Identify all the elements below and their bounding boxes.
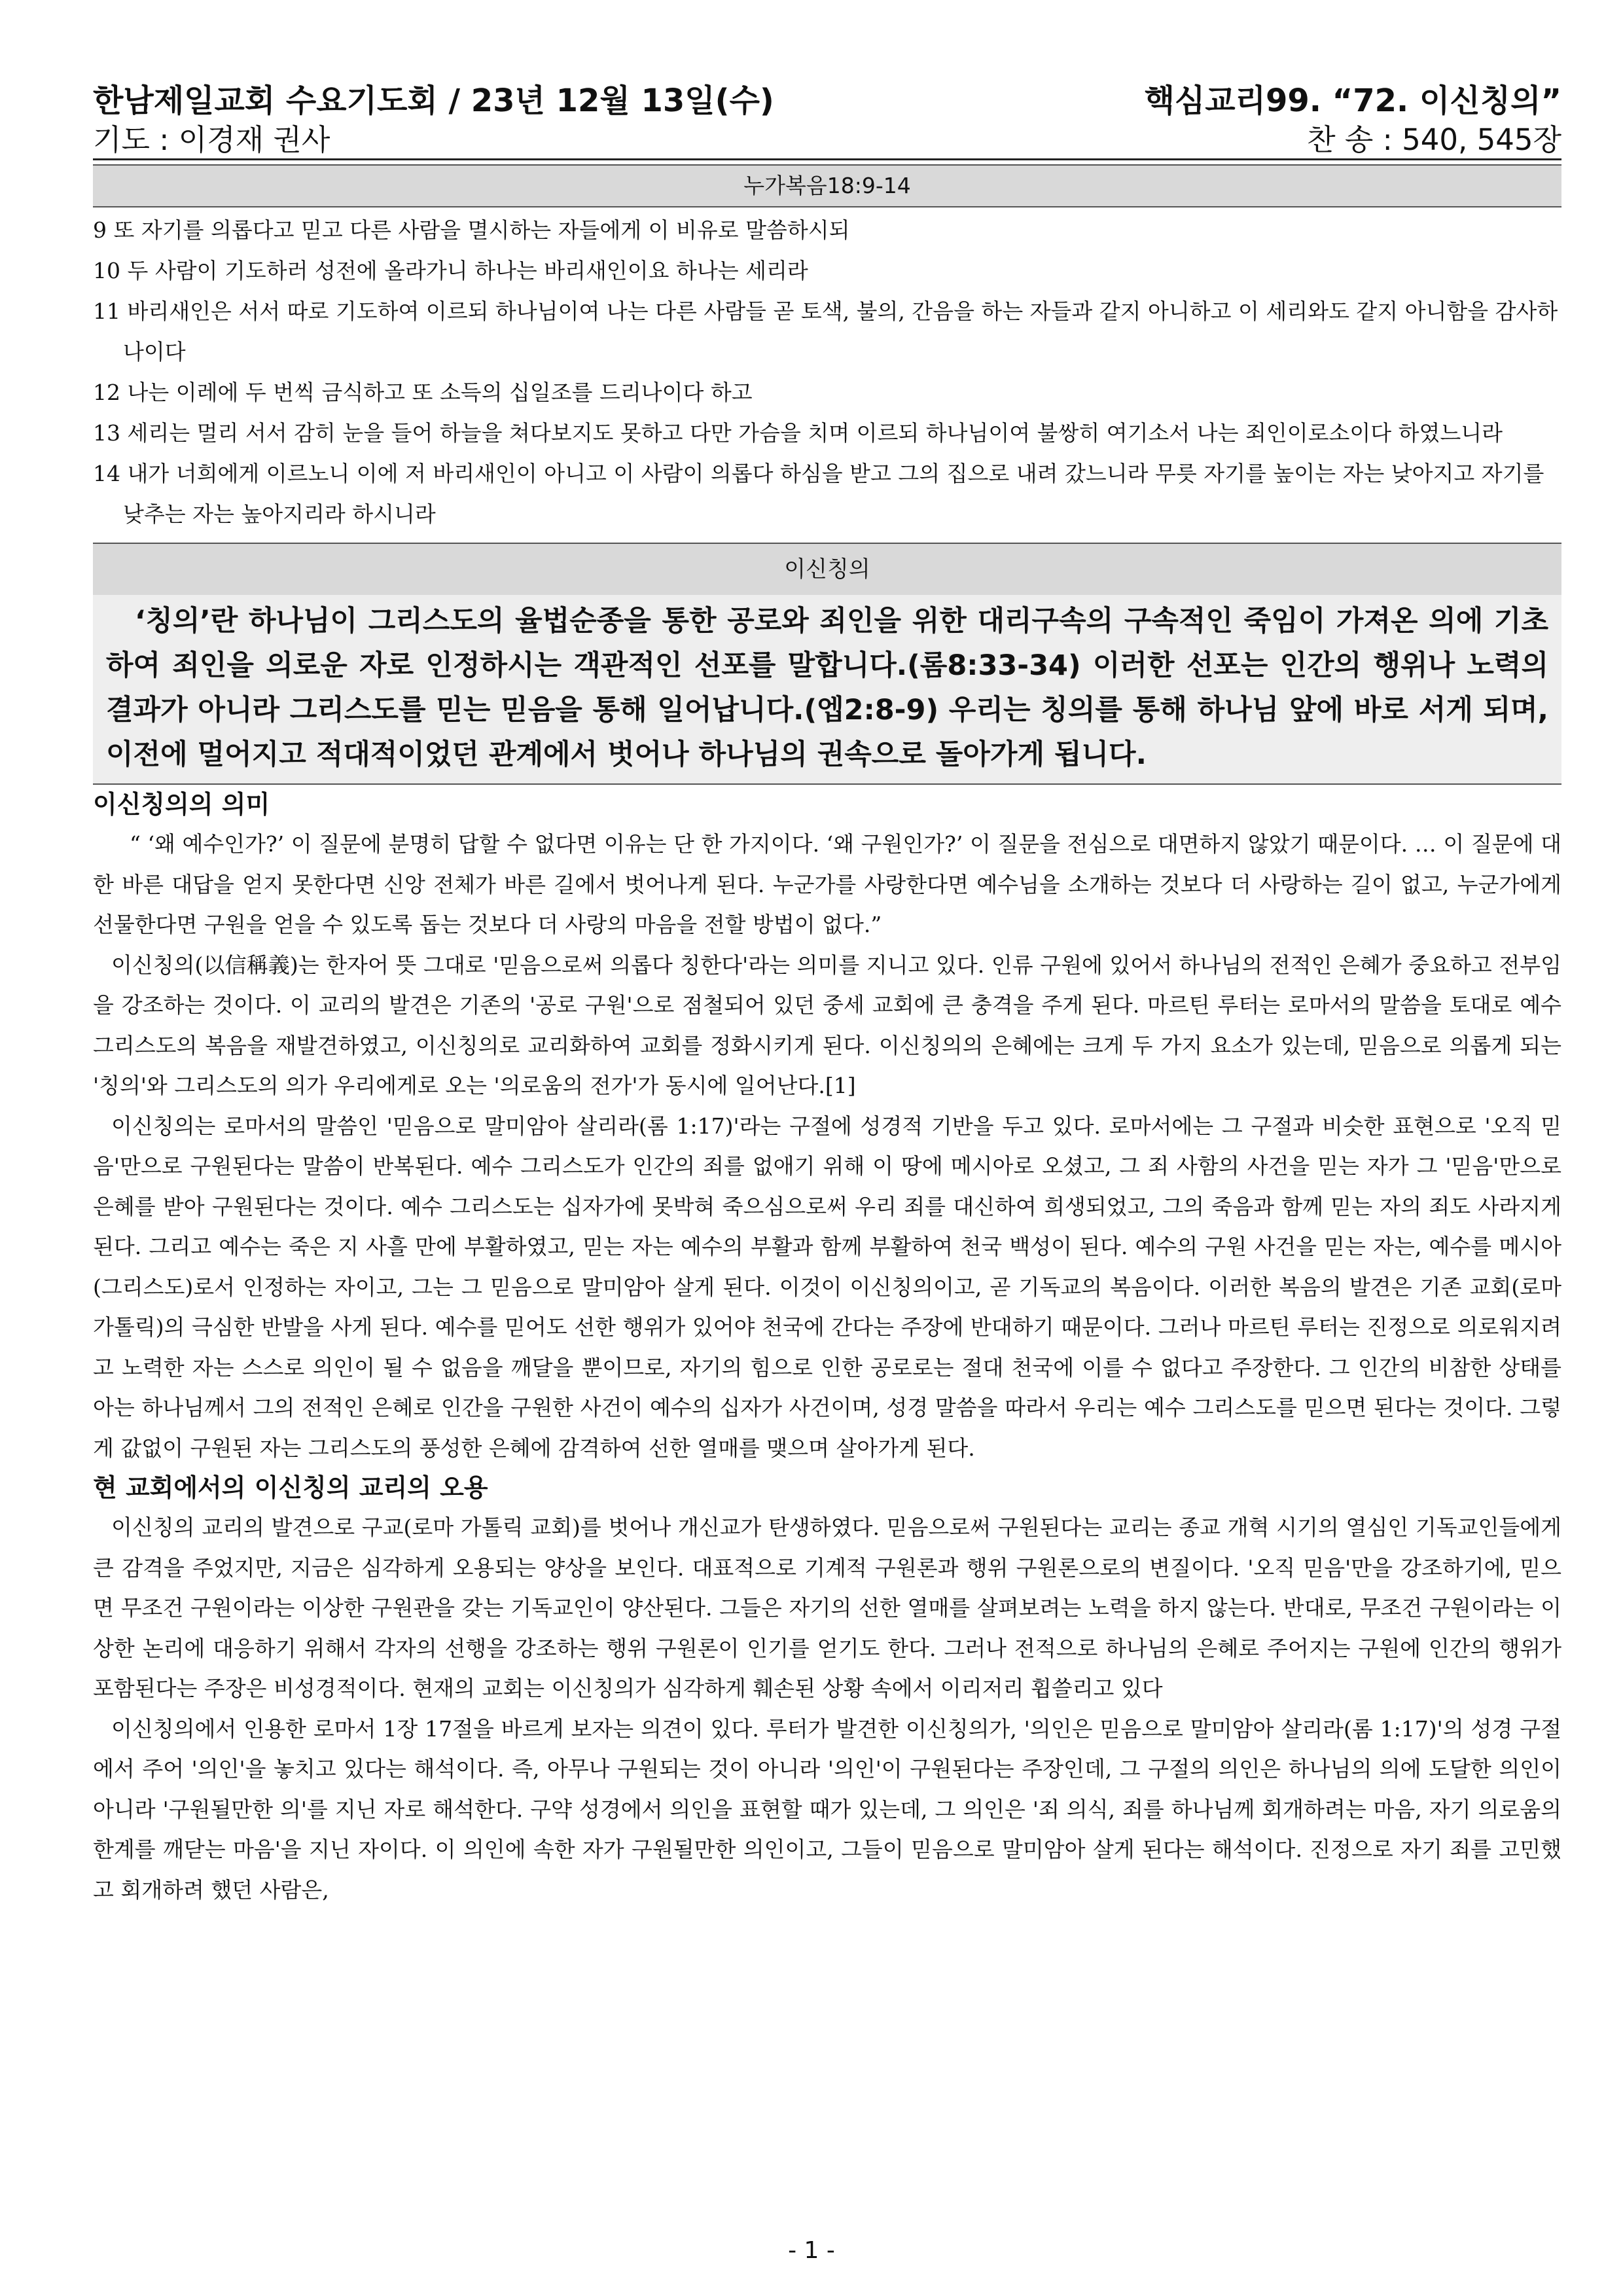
document-page — [93, 79, 1561, 1910]
scripture-verses — [93, 210, 1561, 543]
verse-11: 11 바리새인은 서서 따로 기도하여 이르되 하나님이여 나는 다른 사람들 곧 토색, 불의, 간음을 하는 자들과 같지 아니하고 이 세리와도 같지 아니함을 감사하나이다 — [93, 298, 1558, 365]
body-paragraph: 이신칭의 교리의 발견으로 구교(로마 가톨릭 교회)를 벗어나 개신교가 탄생하였다. 믿음으로써 구원된다는 교리는 종교 개혁 시기의 열심인 기독교인들에게 큰 감격을 주었지만, 지금은 심각하게 오용되는 양상을 보인다. 대표적으로 기계적 구원론과 행위 구원론으로의 변질이다. '오직 믿음'만을 강조하기에, 믿으면 무조건 구원이라는 이상한 구원관을 갖는 기독교인이 양산된다. 그들은 자기의 선한 열매를 살펴보려는 노력을 하지 않는다. 반대로, 무조건 구원이라는 이상한 논리에 대응하기 위해서 각자의 선행을 강조하는 행위 구원론이 인기를 얻기도 한다. 그러나 전적으로 하나님의 은혜로 주어지는 구원에 인간의 행위가 포함된다는 주장은 비성경적이다. 현재의 교회는 이신칭의가 심각하게 훼손된 상황 속에서 이리저리 휩쓸리고 있다 — [93, 1515, 1561, 1701]
header-row-1 — [93, 79, 1561, 120]
body-paragraph: 이신칭의에서 인용한 로마서 1장 17절을 바르게 보자는 의견이 있다. 루터가 발견한 이신칭의가, '의인은 믿음으로 말미암아 살리라(롬 1:17)'의 성경 구절에서 주어 '의인'을 놓치고 있다는 해석이다. 즉, 아무나 구원되는 것이 아니라 '의인'이 구원된다는 주장인데, 그 구절의 의인은 하나님의 의에 도달한 의인이 아니라 '구원될만한 의'를 지닌 자로 해석한다. 구약 성경에서 의인을 표현할 때가 있는데, 그 의인은 '죄 의식, 죄를 하나님께 회개하려는 마음, 자기 의로움의 한계를 깨닫는 마음'을 지닌 자이다. 이 의인에 속한 자가 구원될만한 의인이고, 그들이 믿음으로 말미암아 살게 된다는 해석이다. 진정으로 자기 죄를 고민했고 회개하려 했던 사람은, — [93, 1715, 1561, 1903]
verse-14: 14 내가 너희에게 이르노니 이에 저 바리새인이 아니고 이 사람이 의롭다 하심을 받고 그의 집으로 내려 갔느니라 무릇 자기를 높이는 자는 낮아지고 자기를 낮추는 자는 높아지리라 하시니라 — [93, 461, 1544, 527]
bulletin-title: 한남제일교회 수요기도회 / 23년 12월 13일(수) — [93, 82, 774, 119]
hymn-numbers: 찬 송 : 540, 545장 — [1307, 122, 1561, 157]
series-title: 핵심교리99. “72. 이신칭의” — [1144, 82, 1561, 119]
verse-12: 12 나는 이레에 두 번씩 금식하고 또 소득의 십일조를 드리나이다 하고 — [93, 380, 753, 405]
definition-heading: 이신칭의 — [93, 543, 1561, 595]
prayer-leader: 기도 : 이경재 권사 — [93, 122, 330, 157]
body-paragraph: 이신칭의는 로마서의 말씀인 '믿음으로 말미암아 살리라(롬 1:17)'라는 구절에 성경적 기반을 두고 있다. 로마서에는 그 구절과 비슷한 표현으로 '오직 믿음'만으로 구원된다는 말씀이 반복된다. 예수 그리스도가 인간의 죄를 없애기 위해 이 땅에 메시아로 오셨고, 그 죄 사함의 사건을 믿는 자가 그 '믿음'만으로 은혜를 받아 구원된다는 것이다. 예수 그리스도는 십자가에 못박혀 죽으심으로써 우리 죄를 대신하여 희생되었고, 그의 죽음과 함께 믿는 자의 죄도 사라지게 된다. 그리고 예수는 죽은 지 사흘 만에 부활하였고, 믿는 자는 예수의 부활과 함께 부활하여 천국 백성이 된다. 예수의 구원 사건을 믿는 자는, 예수를 메시아(그리스도)로서 인정하는 자이고, 그는 그 믿음으로 말미암아 살게 된다. 이것이 이신칭의이고, 곧 기독교의 복음이다. 이러한 복음의 발견은 기존 교회(로마 가톨릭)의 극심한 반발을 사게 된다. 예수를 믿어도 선한 행위가 있어야 천국에 간다는 주장에 반대하기 때문이다. 그러나 마르틴 루터는 진정으로 의로워지려고 노력한 자는 스스로 의인이 될 수 없음을 깨달을 뿐이므로, 자기의 힘으로 인한 공로로는 절대 천국에 이를 수 없다고 주장한다. 그 인간의 비참한 상태를 아는 하나님께서 그의 전적인 은혜로 인간을 구원한 사건이 예수의 십자가 사건이며, 성경 말씀을 따라서 우리는 예수 그리스도를 믿으면 된다는 것이다. 그렇게 값없이 구원된 자는 그리스도의 풍성한 은혜에 감격하여 선한 열매를 맺으며 살아가게 된다. — [93, 1113, 1561, 1461]
verse-9: 9 또 자기를 의롭다고 믿고 다른 사람을 멸시하는 자들에게 이 비유로 말씀하시되 — [93, 217, 850, 243]
verse-10: 10 두 사람이 기도하러 성전에 올라가니 하나는 바리새인이요 하나는 세리라 — [93, 258, 808, 283]
header-row-2 — [93, 120, 1561, 160]
body-paragraph: 이신칭의(以信稱義)는 한자어 뜻 그대로 '믿음으로써 의롭다 칭한다'라는 의미를 지니고 있다. 인류 구원에 있어서 하나님의 전적인 은혜가 중요하고 전부임을 강조하는 것이다. 이 교리의 발견은 기존의 '공로 구원'으로 점철되어 있던 중세 교회에 큰 충격을 주게 된다. 마르틴 루터는 로마서의 말씀을 토대로 예수 그리스도의 복음을 재발견하였고, 이신칭의로 교리화하여 교회를 정화시키게 된다. 이신칭의의 은혜에는 크게 두 가지 요소가 있는데, 믿음으로 의롭게 되는 '칭의'와 그리스도의 의가 우리에게로 오는 '의로움의 전가'가 동시에 일어난다.[1] — [93, 952, 1561, 1098]
quote-paragraph: “ ‘왜 예수인가?’ 이 질문에 분명히 답할 수 없다면 이유는 단 한 가지이다. ‘왜 구원인가?’ 이 질문을 전심으로 대면하지 않았기 때문이다. … 이 질문에 대한 바른 대답을 얻지 못한다면 신앙 전체가 바른 길에서 벗어나게 된다. 누군가를 사랑한다면 예수님을 소개하는 것보다 더 사랑하는 길이 없고, 누군가에게 선물한다면 구원을 얻을 수 있도록 돕는 것보다 더 사랑의 마음을 전할 방법이 없다.” — [93, 831, 1561, 937]
page-number: - 1 - — [788, 2237, 835, 2264]
scripture-reference: 누가복음18:9-14 — [93, 164, 1561, 207]
verse-13: 13 세리는 멀리 서서 감히 눈을 들어 하늘을 쳐다보지도 못하고 다만 가슴을 치며 이르되 하나님이여 불쌍히 여기소서 나는 죄인이로소이다 하였느니라 — [93, 420, 1503, 446]
definition-text: ‘칭의’란 하나님이 그리스도의 율법순종을 통한 공로와 죄인을 위한 대리구속의 구속적인 죽임이 가져온 의에 기초하여 죄인을 의로운 자로 인정하시는 객관적인 선포를 말합니다.(롬8:33-34) 이러한 선포는 인간의 행위나 노력의 결과가 아니라 그리스도를 믿는 믿음을 통해 일어납니다.(엡2:8-9) 우리는 칭의를 통해 하나님 앞에 바로 서게 되며, 이전에 멀어지고 적대적이었던 관계에서 벗어나 하나님의 권속으로 돌아가게 됩니다. — [93, 595, 1561, 785]
section-title-misuse: 현 교회에서의 이신칭의 교리의 오용 — [93, 1473, 488, 1502]
section-title-meaning: 이신칭의의 의미 — [93, 790, 270, 819]
